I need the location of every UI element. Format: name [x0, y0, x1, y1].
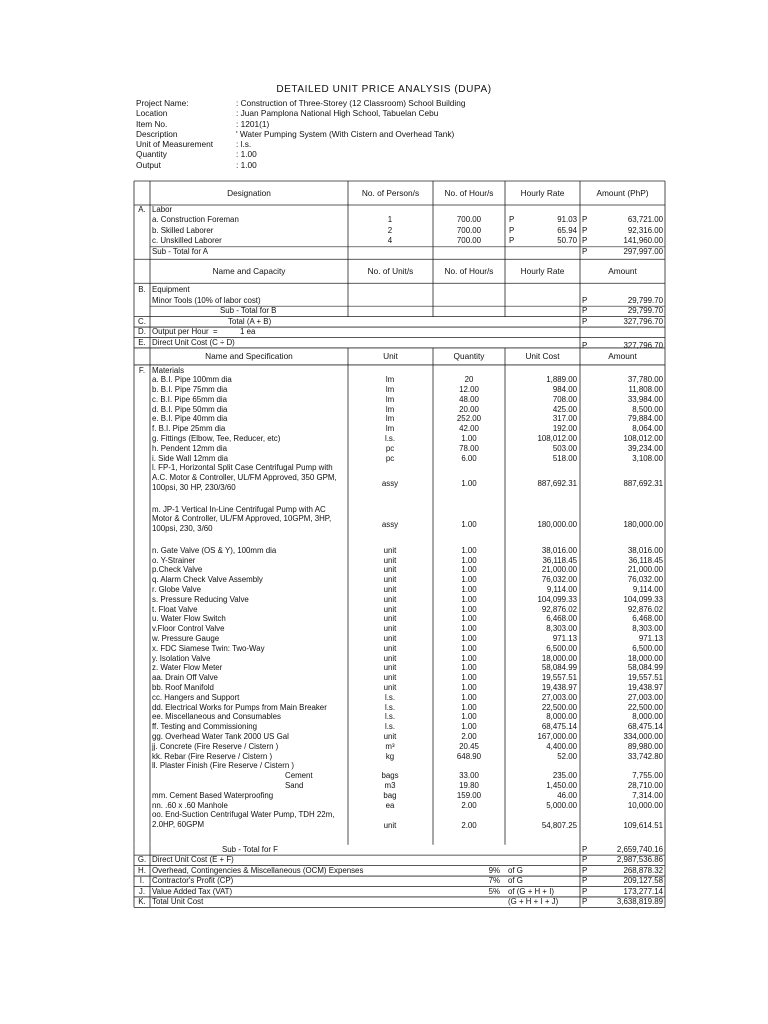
- material-amount: 79,884.00: [627, 414, 663, 424]
- material-unit: bags: [381, 771, 399, 781]
- section-letter: J.: [138, 886, 146, 896]
- material-unit: l.s.: [384, 722, 396, 732]
- material-name: t. Float Valve: [152, 604, 198, 614]
- material-amount: 22,500.00: [627, 702, 663, 712]
- currency-mark: P: [582, 896, 588, 906]
- currency-mark: P: [582, 295, 588, 305]
- column-header: Name and Specification: [205, 351, 293, 362]
- material-amount: 68,475.14: [627, 722, 663, 732]
- material-name: s. Pressure Reducing Valve: [152, 594, 249, 604]
- material-unit: unit: [383, 575, 397, 585]
- material-qty: 1.00: [461, 653, 477, 663]
- material-qty: 48.00: [459, 394, 479, 404]
- material-qty: 252.00: [456, 414, 482, 424]
- material-amount: 33,742.80: [627, 751, 663, 761]
- material-name: i. Side Wall 12mm dia: [152, 453, 229, 463]
- labor-amount: 92,316.00: [627, 225, 663, 235]
- material-unit: unit: [383, 604, 397, 614]
- summary-percent: 5%: [488, 886, 500, 896]
- material-name: h. Pendent 12mm dia: [152, 443, 228, 453]
- material-qty: 1.00: [461, 663, 477, 673]
- summary-basis: (G + H + I + J): [508, 896, 559, 906]
- material-qty: 1.00: [461, 633, 477, 643]
- material-unit-cost: 76,032.00: [541, 575, 577, 585]
- material-unit: m³: [385, 741, 395, 751]
- column-header: No. of Unit/s: [367, 266, 414, 277]
- material-amount: 18,000.00: [627, 653, 663, 663]
- material-unit-cost: 8,000.00: [546, 712, 577, 722]
- currency-mark: P: [582, 225, 588, 235]
- summary-label: Overhead, Contingencies & Miscellaneous (OCM) Expenses: [152, 865, 364, 875]
- material-unit-cost: 27,003.00: [541, 692, 577, 702]
- column-header: Amount (PhP): [596, 188, 649, 198]
- material-unit: unit: [383, 673, 397, 683]
- material-qty: 20.00: [459, 404, 479, 414]
- material-qty: 1.00: [461, 565, 477, 575]
- direct-cost-label: Direct Unit Cost (C ÷ D): [152, 337, 235, 347]
- material-amount: 27,003.00: [627, 692, 663, 702]
- material-amount: 887,692.31: [623, 479, 663, 488]
- currency-mark: P: [582, 246, 588, 256]
- material-unit: unit: [383, 614, 397, 624]
- material-amount: 38,016.00: [627, 545, 663, 555]
- material-qty: 1.00: [461, 555, 477, 565]
- summary-percent: 7%: [488, 876, 500, 886]
- material-amount: 58,084.99: [627, 663, 663, 673]
- header-value: : Juan Pamplona National High School, Tabuelan Cebu: [236, 108, 439, 119]
- material-amount: 92,876.02: [627, 604, 663, 614]
- summary-amount: 173,277.14: [623, 886, 663, 896]
- header-key: Description: [136, 128, 178, 139]
- section-letter: H.: [138, 865, 146, 875]
- currency-mark: P: [582, 316, 588, 326]
- material-qty: 1.00: [461, 594, 477, 604]
- material-qty: 1.00: [461, 520, 477, 530]
- section-letter: E.: [138, 337, 146, 347]
- material-name: m. JP-1 Vertical In-Line Centrifugal Pump with AC Motor & Controller, UL/FM Approved, 10GPM, 3HP, 100psi, 230, 3/60: [152, 504, 332, 534]
- material-unit-cost: 21,000.00: [541, 565, 577, 575]
- material-name: Sand: [285, 780, 304, 790]
- header-value: : 1.00: [236, 149, 257, 160]
- material-amount: 8,303.00: [632, 624, 663, 634]
- material-unit-cost: 971.13: [552, 633, 577, 643]
- material-unit-cost: 9,114.00: [546, 584, 577, 594]
- labor-name: c. Unskilled Laborer: [152, 236, 222, 246]
- material-unit: unit: [383, 633, 397, 643]
- subtotal-amount: 2,659,740.16: [616, 844, 663, 854]
- material-unit: l.s.: [384, 433, 396, 443]
- material-unit: pc: [385, 443, 395, 453]
- material-amount: 109,614.51: [623, 821, 663, 831]
- document-title: DETAILED UNIT PRICE ANALYSIS (DUPA): [276, 84, 492, 95]
- subtotal-label: Sub - Total for F: [222, 844, 278, 854]
- summary-amount: 3,638,819.89: [616, 896, 663, 906]
- material-unit-cost: 708.00: [552, 394, 577, 404]
- material-qty: 648.90: [456, 751, 482, 761]
- summary-basis: of G: [508, 876, 523, 886]
- labor-amount: 141,960.00: [623, 236, 663, 246]
- material-name: ee. Miscellaneous and Consumables: [152, 712, 281, 722]
- material-qty: 1.00: [461, 712, 477, 722]
- column-header: Unit: [383, 351, 398, 362]
- material-unit: lm: [385, 394, 395, 404]
- material-amount: 6,468.00: [632, 614, 663, 624]
- material-unit: unit: [383, 624, 397, 634]
- material-name: r. Globe Valve: [152, 584, 201, 594]
- section-title: Materials: [152, 365, 185, 375]
- material-qty: 1.00: [461, 682, 477, 692]
- material-name: Cement: [285, 771, 313, 781]
- material-unit: unit: [383, 731, 397, 741]
- material-name: z. Water Flow Meter: [152, 663, 223, 673]
- material-unit: unit: [383, 594, 397, 604]
- material-amount: 10,000.00: [627, 800, 663, 810]
- column-header: Name and Capacity: [212, 266, 286, 277]
- material-unit-cost: 68,475.14: [541, 722, 577, 732]
- material-name: ll. Plaster Finish (Fire Reserve / Cistern ): [152, 761, 295, 771]
- material-unit-cost: 108,012.00: [537, 433, 577, 443]
- currency-mark: P: [582, 306, 588, 316]
- header-value: : 1201(1): [236, 118, 270, 129]
- equipment-item: Minor Tools (10% of labor cost): [152, 295, 261, 305]
- material-unit: assy: [381, 479, 399, 488]
- material-unit: l.s.: [384, 692, 396, 702]
- material-unit-cost: 19,438.97: [541, 682, 577, 692]
- labor-rate: 65.94: [557, 225, 577, 235]
- material-name: y. Isolation Valve: [152, 653, 211, 663]
- material-name: d. B.I. Pipe 50mm dia: [152, 404, 228, 414]
- currency-mark: P: [582, 215, 588, 225]
- currency-mark: P: [582, 876, 588, 886]
- material-qty: 1.00: [461, 614, 477, 624]
- material-name: aa. Drain Off Valve: [152, 673, 218, 683]
- material-name: c. B.I. Pipe 65mm dia: [152, 394, 227, 404]
- material-unit-cost: 58,084.99: [541, 663, 577, 673]
- material-name: f. B.I. Pipe 25mm dia: [152, 424, 226, 434]
- summary-amount: 268,878.32: [623, 865, 663, 875]
- material-amount: 334,000.00: [623, 731, 663, 741]
- summary-label: Direct Unit Cost (E + F): [152, 855, 234, 865]
- material-name: x. FDC Siamese Twin: Two-Way: [152, 643, 265, 653]
- material-unit-cost: 984.00: [552, 384, 577, 394]
- material-name: oo. End-Suction Centrifugal Water Pump, TDH 22m, 2.0HP, 60GPM: [152, 810, 335, 830]
- header-key: Project Name:: [136, 98, 189, 108]
- equipment-amount: 29,799.70: [627, 295, 663, 305]
- material-unit-cost: 22,500.00: [541, 702, 577, 712]
- material-name: cc. Hangers and Support: [152, 692, 240, 702]
- summary-basis: of (G + H + I): [508, 886, 555, 896]
- material-name: b. B.I. Pipe 75mm dia: [152, 384, 228, 394]
- material-amount: 76,032.00: [627, 575, 663, 585]
- material-unit-cost: 167,000.00: [537, 731, 577, 741]
- material-name: e. B.I. Pipe 40mm dia: [152, 414, 228, 424]
- labor-persons: 2: [387, 225, 393, 235]
- column-header: No. of Hour/s: [444, 188, 494, 198]
- material-name: bb. Roof Manifold: [152, 682, 214, 692]
- material-name: q. Alarm Check Valve Assembly: [152, 575, 263, 585]
- labor-persons: 4: [387, 236, 393, 246]
- material-unit: bag: [383, 790, 397, 800]
- material-amount: 19,557.51: [627, 673, 663, 683]
- section-letter: F.: [138, 365, 146, 375]
- labor-amount: 63,721.00: [627, 215, 663, 225]
- labor-hours: 700.00: [456, 225, 482, 235]
- material-unit: lm: [385, 375, 395, 385]
- material-qty: 1.00: [461, 575, 477, 585]
- section-letter: D.: [138, 327, 146, 337]
- material-amount: 37,780.00: [627, 375, 663, 385]
- currency-mark: P: [582, 844, 588, 854]
- currency-mark: P: [582, 886, 588, 896]
- summary-label: Value Added Tax (VAT): [152, 886, 233, 896]
- material-name: o. Y-Strainer: [152, 555, 196, 565]
- currency-mark: P: [582, 340, 588, 350]
- material-name: n. Gate Valve (OS & Y), 100mm dia: [152, 545, 277, 555]
- material-name: a. B.I. Pipe 100mm dia: [152, 375, 232, 385]
- direct-cost-amount: 327,796.70: [623, 340, 663, 350]
- output-value: 1 ea: [240, 327, 256, 337]
- material-qty: 1.00: [461, 722, 477, 732]
- currency-mark: P: [509, 236, 515, 246]
- material-qty: 1.00: [461, 604, 477, 614]
- material-amount: 8,500.00: [632, 404, 663, 414]
- material-unit: l.s.: [384, 702, 396, 712]
- material-unit-cost: 1,889.00: [546, 375, 577, 385]
- material-name: l. FP-1, Horizontal Split Case Centrifugal Pump with A.C. Motor & Controller, UL/FM Approved, 350 GPM, 100psi, 30 HP, 230/3/60: [152, 463, 337, 492]
- material-amount: 104,099.33: [623, 594, 663, 604]
- summary-amount: 2,987,536.86: [616, 855, 663, 865]
- column-header: Amount: [608, 266, 637, 277]
- material-unit: assy: [381, 520, 399, 530]
- material-name: g. Fittings (Elbow, Tee, Reducer, etc): [152, 433, 281, 443]
- material-unit: unit: [383, 584, 397, 594]
- material-unit: unit: [383, 682, 397, 692]
- material-qty: 1.00: [461, 702, 477, 712]
- material-qty: 2.00: [461, 821, 477, 831]
- header-key: Quantity: [136, 149, 167, 160]
- column-header: Quantity: [453, 351, 485, 362]
- header-value: : l.s.: [236, 139, 252, 150]
- material-unit-cost: 38,016.00: [541, 545, 577, 555]
- material-amount: 8,000.00: [632, 712, 663, 722]
- subtotal-label: Sub - Total for B: [220, 306, 277, 316]
- column-header: No. of Hour/s: [444, 266, 494, 277]
- material-unit: kg: [385, 751, 395, 761]
- material-qty: 1.00: [461, 673, 477, 683]
- material-qty: 19.80: [459, 780, 479, 790]
- column-header: Unit Cost: [525, 351, 560, 362]
- summary-label: Total Unit Cost: [152, 896, 204, 906]
- material-qty: 1.00: [461, 692, 477, 702]
- header-value: : Construction of Three-Storey (12 Classroom) School Building: [236, 98, 466, 108]
- summary-basis: of G: [508, 865, 523, 875]
- material-qty: 20: [464, 375, 474, 385]
- material-amount: 971.13: [638, 633, 663, 643]
- material-amount: 7,755.00: [632, 771, 663, 781]
- material-qty: 6.00: [461, 453, 477, 463]
- material-name: jj. Concrete (Fire Reserve / Cistern ): [152, 741, 279, 751]
- material-unit-cost: 52.00: [557, 751, 577, 761]
- section-title: Labor: [152, 205, 173, 214]
- material-unit: ea: [385, 800, 395, 810]
- material-name: kk. Rebar (Fire Reserve / Cistern ): [152, 751, 273, 761]
- material-name: u. Water Flow Switch: [152, 614, 226, 624]
- material-unit: l.s.: [384, 712, 396, 722]
- material-unit-cost: 18,000.00: [541, 653, 577, 663]
- material-qty: 2.00: [461, 800, 477, 810]
- material-amount: 8,064.00: [632, 424, 663, 434]
- currency-mark: P: [509, 225, 515, 235]
- material-qty: 1.00: [461, 479, 477, 488]
- material-unit-cost: 235.00: [552, 771, 577, 781]
- material-unit: lm: [385, 414, 395, 424]
- material-unit-cost: 180,000.00: [537, 520, 577, 530]
- column-header: Amount: [608, 351, 637, 362]
- material-unit-cost: 518.00: [552, 453, 577, 463]
- material-unit-cost: 503.00: [552, 443, 577, 453]
- material-qty: 1.00: [461, 584, 477, 594]
- material-qty: 1.00: [461, 545, 477, 555]
- material-unit: m3: [384, 780, 396, 790]
- material-name: dd. Electrical Works for Pumps from Main Breaker: [152, 702, 327, 712]
- material-amount: 21,000.00: [627, 565, 663, 575]
- material-name: gg. Overhead Water Tank 2000 US Gal: [152, 731, 289, 741]
- material-unit-cost: 19,557.51: [541, 673, 577, 683]
- labor-name: a. Construction Foreman: [152, 215, 239, 225]
- material-unit-cost: 6,500.00: [546, 643, 577, 653]
- material-unit: unit: [383, 663, 397, 673]
- material-amount: 11,808.00: [628, 384, 663, 394]
- material-amount: 28,710.00: [627, 780, 663, 790]
- material-unit: lm: [385, 384, 395, 394]
- currency-mark: P: [509, 215, 515, 225]
- output-label: Output per Hour =: [152, 327, 218, 337]
- subtotal-amount: 297,997.00: [623, 246, 663, 256]
- subtotal-label: Sub - Total for A: [152, 246, 208, 256]
- total-amount: 327,796.70: [623, 316, 663, 326]
- header-key: Item No.: [136, 118, 168, 129]
- material-qty: 78.00: [459, 443, 479, 453]
- material-unit-cost: 8,303.00: [546, 624, 577, 634]
- header-value: : 1.00: [236, 159, 257, 170]
- section-letter: A.: [138, 205, 146, 214]
- material-amount: 6,500.00: [632, 643, 663, 653]
- material-qty: 2.00: [461, 731, 477, 741]
- material-unit-cost: 36,118.45: [542, 555, 577, 565]
- labor-rate: 50.70: [557, 236, 577, 246]
- material-name: nn. .60 x .60 Manhole: [152, 800, 228, 810]
- section-letter: I.: [139, 876, 145, 886]
- material-unit-cost: 92,876.02: [541, 604, 577, 614]
- material-unit-cost: 425.00: [552, 404, 577, 414]
- summary-percent: 9%: [488, 865, 500, 875]
- material-qty: 42.00: [459, 424, 479, 434]
- subtotal-amount: 29,799.70: [627, 306, 663, 316]
- material-unit-cost: 4,400.00: [546, 741, 577, 751]
- material-amount: 89,980.00: [627, 741, 663, 751]
- material-unit: unit: [383, 545, 397, 555]
- material-qty: 33.00: [459, 771, 479, 781]
- material-unit-cost: 104,099.33: [537, 594, 577, 604]
- material-name: p.Check Valve: [152, 565, 203, 575]
- column-header: Hourly Rate: [520, 266, 565, 277]
- labor-rate: 91.03: [557, 215, 577, 225]
- column-header: Hourly Rate: [520, 188, 565, 198]
- material-unit-cost: 887,692.31: [537, 479, 577, 488]
- labor-name: b. Skilled Laborer: [152, 225, 214, 235]
- summary-amount: 209,127.58: [623, 876, 663, 886]
- material-amount: 180,000.00: [623, 520, 663, 530]
- material-unit: unit: [383, 643, 397, 653]
- material-amount: 36,118.45: [628, 555, 663, 565]
- material-qty: 12.00: [459, 384, 479, 394]
- header-key: Output: [136, 159, 161, 170]
- column-header: Designation: [227, 188, 271, 198]
- material-amount: 33,984.00: [627, 394, 663, 404]
- header-value: ' Water Pumping System (With Cistern and Overhead Tank): [236, 128, 455, 139]
- material-unit-cost: 54,807.25: [541, 821, 577, 831]
- material-qty: 1.00: [461, 643, 477, 653]
- material-qty: 1.00: [461, 624, 477, 634]
- material-unit: unit: [383, 555, 397, 565]
- material-name: w. Pressure Gauge: [152, 633, 220, 643]
- material-unit-cost: 46.00: [557, 790, 577, 800]
- material-qty: 1.00: [461, 433, 477, 443]
- material-amount: 9,114.00: [632, 584, 663, 594]
- section-letter: C.: [138, 316, 146, 326]
- material-unit-cost: 6,468.00: [546, 614, 577, 624]
- section-title: Equipment: [152, 285, 190, 295]
- header-key: Unit of Measurement: [136, 139, 214, 150]
- section-letter: B.: [138, 285, 146, 295]
- currency-mark: P: [582, 865, 588, 875]
- material-qty: 159.00: [456, 790, 482, 800]
- material-unit: lm: [385, 404, 395, 414]
- column-header: No. of Person/s: [361, 188, 420, 198]
- material-unit: pc: [385, 453, 395, 463]
- labor-hours: 700.00: [456, 215, 482, 225]
- currency-mark: P: [582, 236, 588, 246]
- material-unit-cost: 5,000.00: [546, 800, 577, 810]
- material-amount: 7,314.00: [632, 790, 663, 800]
- summary-label: Contractor's Profit (CP): [152, 876, 234, 886]
- material-name: mm. Cement Based Waterproofing: [152, 790, 274, 800]
- material-unit: unit: [383, 821, 397, 831]
- material-unit: lm: [385, 424, 395, 434]
- header-key: Location: [136, 108, 168, 119]
- material-unit: unit: [383, 653, 397, 663]
- material-name: v.Floor Control Valve: [152, 624, 225, 634]
- material-unit-cost: 192.00: [552, 424, 577, 434]
- labor-persons: 1: [387, 215, 393, 225]
- section-letter: G.: [137, 855, 147, 865]
- currency-mark: P: [582, 855, 588, 865]
- material-qty: 20.45: [459, 741, 479, 751]
- material-unit-cost: 1,450.00: [546, 780, 577, 790]
- material-unit: unit: [383, 565, 397, 575]
- labor-hours: 700.00: [456, 236, 482, 246]
- material-unit-cost: 317.00: [552, 414, 577, 424]
- material-name: ff. Testing and Commissioning: [152, 722, 257, 732]
- material-amount: 39,234.00: [627, 443, 663, 453]
- material-amount: 3,108.00: [632, 453, 663, 463]
- section-letter: K.: [138, 896, 146, 906]
- material-amount: 108,012.00: [623, 433, 663, 443]
- total-label: Total (A + B): [228, 316, 272, 326]
- material-amount: 19,438.97: [627, 682, 663, 692]
